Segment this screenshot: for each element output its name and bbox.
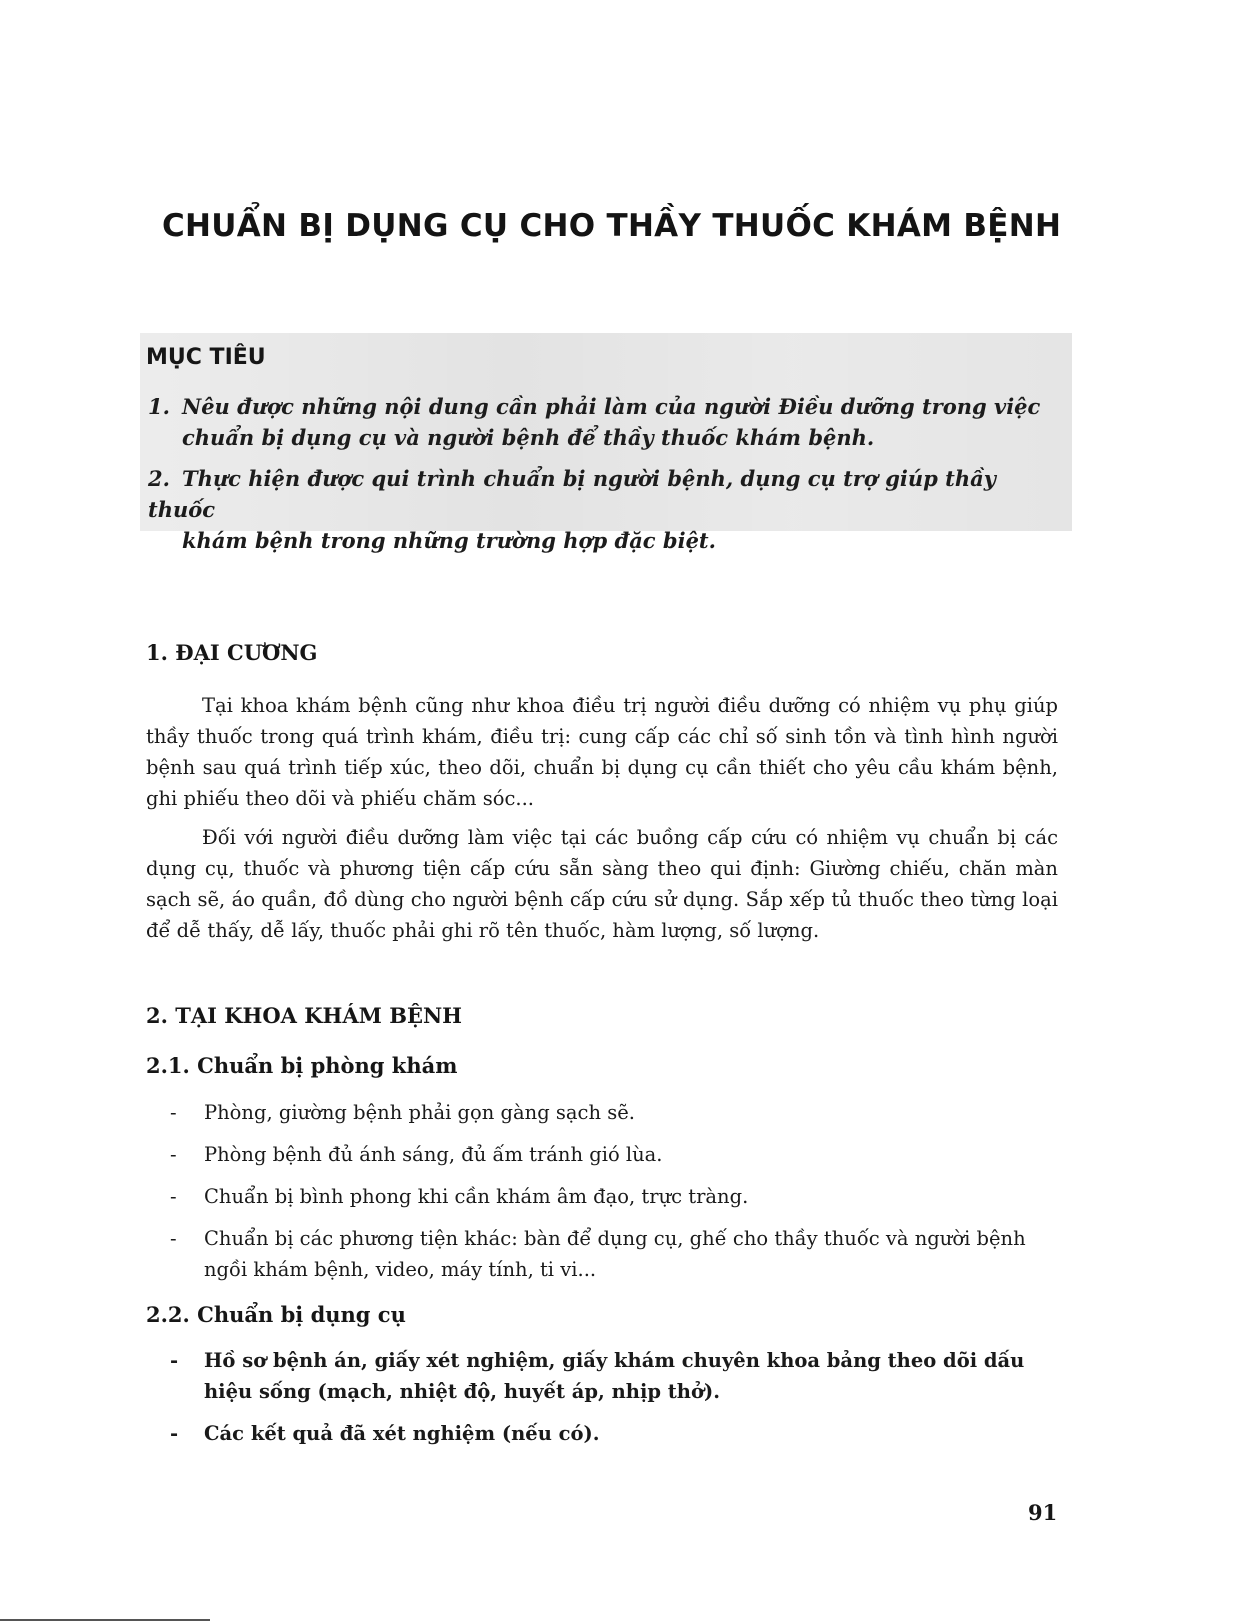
list-item: - Hồ sơ bệnh án, giấy xét nghiệm, giấy khám chuyên khoa bảng theo dõi dấu hiệu sống (mạch, nhiệt độ, huyết áp, nhịp thở). — [166, 1345, 1058, 1407]
page-number: 91 — [1028, 1500, 1058, 1525]
subsection-heading: 2.1. Chuẩn bị phòng khám — [146, 1053, 458, 1078]
objectives-box — [140, 333, 1072, 553]
objective-text-line: khám bệnh trong những trường hợp đặc biệt. — [182, 528, 716, 553]
paragraph — [146, 822, 1058, 946]
objective-number: 2. — [148, 466, 170, 491]
objective-number: 1. — [148, 394, 170, 419]
list-dash: - — [170, 1101, 177, 1124]
objective-text-line: chuẩn bị dụng cụ và người bệnh để thầy thuốc khám bệnh. — [182, 425, 875, 450]
list-dash: - — [170, 1349, 179, 1372]
list-item: - Chuẩn bị bình phong khi cần khám âm đạo, trực tràng. — [166, 1181, 1058, 1212]
paragraph-text: Tại khoa khám bệnh cũng như khoa điều trị người điều dưỡng có nhiệm vụ phụ giúp thầy thuốc trong quá trình khám, điều trị: cung cấp các chỉ số sinh tồn và tình hình người bệnh sau quá trình tiếp xúc, theo dõi, chuẩn bị dụng cụ cần thiết cho yêu cầu khám bệnh, ghi phiếu theo dõi và phiếu chăm sóc... — [146, 694, 1058, 810]
list-item: - Phòng bệnh đủ ánh sáng, đủ ấm tránh gió lùa. — [166, 1139, 1058, 1170]
list-item: - Phòng, giường bệnh phải gọn gàng sạch sẽ. — [166, 1097, 1058, 1128]
equipment-list — [166, 1345, 1058, 1460]
section-heading: 2. TẠI KHOA KHÁM BỆNH — [146, 1003, 463, 1028]
objective-item — [148, 463, 1068, 556]
objective-item — [148, 391, 1068, 453]
objective-text-line: Nêu được những nội dung cần phải làm của người Điều dưỡng trong việc — [182, 394, 1041, 419]
section-heading: 1. ĐẠI CƯƠNG — [146, 640, 318, 665]
list-item: - Chuẩn bị các phương tiện khác: bàn để dụng cụ, ghế cho thầy thuốc và người bệnh ngồi khám bệnh, video, máy tính, ti vi... — [166, 1223, 1058, 1285]
list-dash: - — [170, 1143, 177, 1166]
subsection-heading: 2.2. Chuẩn bị dụng cụ — [146, 1302, 406, 1327]
paragraph — [146, 690, 1058, 814]
list-dash: - — [170, 1422, 179, 1445]
list-dash: - — [170, 1185, 177, 1208]
list-item: - Các kết quả đã xét nghiệm (nếu có). — [166, 1418, 1058, 1449]
list-dash: - — [170, 1227, 177, 1250]
bottom-rule — [0, 1619, 210, 1621]
page-title: CHUẨN BỊ DỤNG CỤ CHO THẦY THUỐC KHÁM BỆNH — [162, 208, 1062, 244]
objective-text-line: Thực hiện được qui trình chuẩn bị người bệnh, dụng cụ trợ giúp thầy thuốc — [148, 466, 996, 522]
preparation-list — [166, 1097, 1058, 1296]
objectives-heading: MỤC TIÊU — [146, 345, 266, 370]
paragraph-text: Đối với người điều dưỡng làm việc tại các buồng cấp cứu có nhiệm vụ chuẩn bị các dụng cụ, thuốc và phương tiện cấp cứu sẵn sàng theo qui định: Giường chiếu, chăn màn sạch sẽ, áo quần, đồ dùng cho người bệnh cấp cứu sử dụng. Sắp xếp tủ thuốc theo từng loại để dễ thấy, dễ lấy, thuốc phải ghi rõ tên thuốc, hàm lượng, số lượng. — [146, 826, 1058, 942]
